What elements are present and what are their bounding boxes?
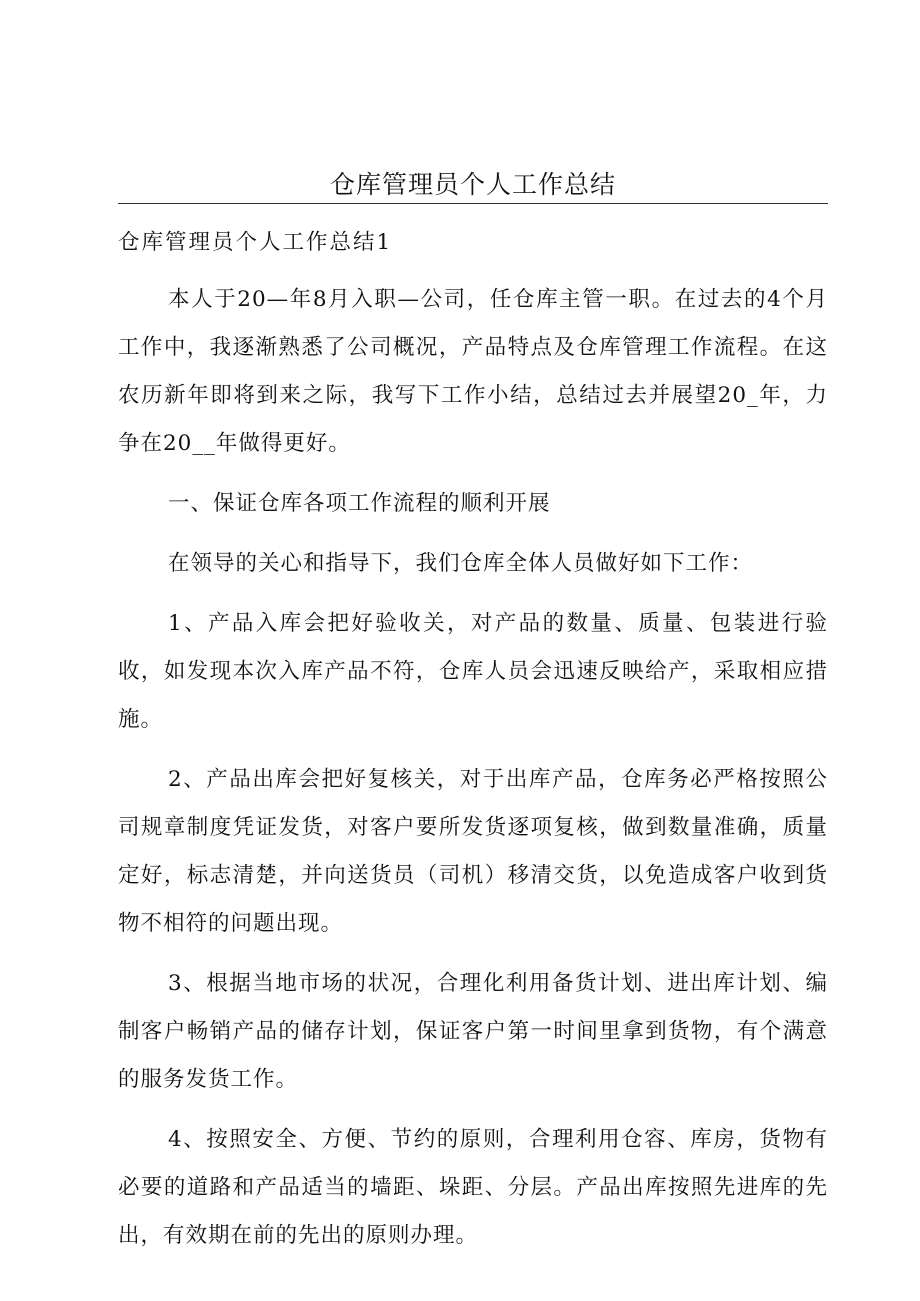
document-body	[118, 276, 828, 1272]
paragraph-lead: 在领导的关心和指导下，我们仓库全体人员做好如下工作：	[168, 551, 754, 576]
section-heading: 仓库管理员个人工作总结1	[118, 230, 393, 255]
paragraph-item-4: 4、按照安全、方便、节约的原则，合理利用仓容、库房，货物有必要的道路和产品适当的墙距、垛距、分层。产品出库按照先进库的先出，有效期在前的先出的原则办理。	[118, 1127, 828, 1248]
title-underline	[118, 203, 828, 204]
paragraph-heading-1: 一、保证仓库各项工作流程的顺利开展	[168, 491, 551, 516]
paragraph-intro: 本人于20—年8月入职—公司，任仓库主管一职。在过去的4个月工作中，我逐渐熟悉了公司概况，产品特点及仓库管理工作流程。在这农历新年即将到来之际，我写下工作小结，总结过去并展望20_年，力争在20__年做得更好。	[118, 287, 828, 456]
paragraph-item-2: 2、产品出库会把好复核关，对于出库产品，仓库务必严格按照公司规章制度凭证发货，对客户要所发货逐项复核，做到数量准确，质量定好，标志清楚，并向送货员（司机）移清交货，以免造成客户收到货物不相符的问题出现。	[118, 767, 828, 936]
document-title: 仓库管理员个人工作总结	[329, 170, 616, 199]
paragraph-item-1: 1、产品入库会把好验收关，对产品的数量、质量、包装进行验收，如发现本次入库产品不符，仓库人员会迅速反映给产，采取相应措施。	[118, 611, 828, 732]
paragraph-item-3: 3、根据当地市场的状况，合理化利用备货计划、进出库计划、编制客户畅销产品的储存计划，保证客户第一时间里拿到货物，有个满意的服务发货工作。	[118, 971, 828, 1092]
